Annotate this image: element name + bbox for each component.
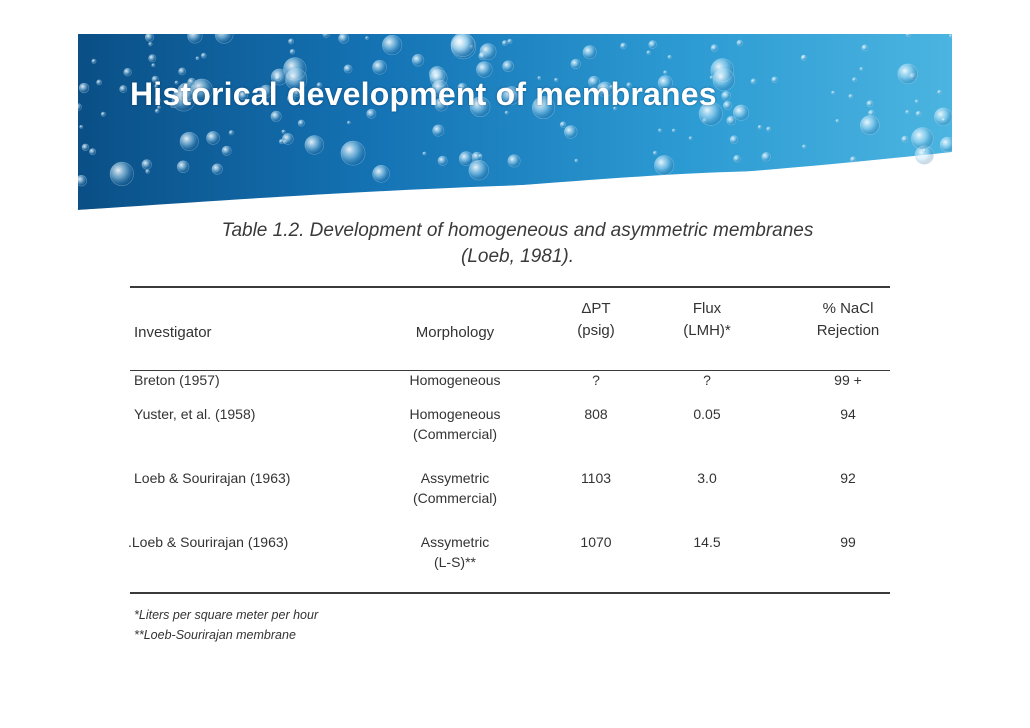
water-bubble	[177, 161, 189, 173]
table-row-2-morphology	[390, 404, 520, 444]
table-row-1-morphology-main: Homogeneous	[409, 372, 501, 388]
water-bubble	[658, 129, 661, 132]
water-bubbles-background	[78, 34, 952, 210]
water-bubble	[653, 151, 657, 155]
water-bubble	[571, 59, 581, 69]
table-row-2-flux: 0.05	[693, 406, 721, 422]
water-bubble	[934, 108, 952, 126]
water-bubble	[80, 125, 83, 128]
table-row-3-investigator: Loeb & Sourirajan (1963)	[134, 470, 291, 486]
header-pressure	[556, 298, 636, 342]
water-bubble	[89, 149, 95, 155]
water-bubble	[916, 111, 921, 116]
water-bubble	[922, 149, 926, 153]
water-bubble	[282, 130, 285, 133]
table-row-2-morphology-main: Homogeneous	[409, 406, 501, 422]
table-row-1-flux: ?	[703, 372, 711, 388]
table-row-3-rejection: 92	[840, 470, 856, 486]
water-bubble	[152, 64, 155, 67]
water-bubble	[92, 59, 96, 63]
water-bubble	[149, 42, 153, 46]
water-bubble	[508, 155, 520, 167]
table-row-1-rejection: 99 +	[834, 372, 862, 388]
table-row-4-investigator: .Loeb & Sourirajan (1963)	[128, 534, 289, 550]
water-bubble	[412, 54, 424, 66]
header-rejection	[798, 298, 898, 342]
water-bubble	[180, 132, 198, 150]
water-bubble	[149, 55, 156, 62]
water-bubble	[347, 121, 350, 124]
water-bubble	[906, 34, 911, 37]
table-caption	[150, 218, 885, 270]
table-row-3-morphology-main: Assymetric	[420, 470, 490, 486]
header-flux-line1: Flux	[692, 300, 722, 317]
header-flux-line2: (LMH)*	[683, 322, 731, 339]
water-bubble	[229, 130, 234, 135]
table-row-2-pressure: 808	[584, 406, 608, 422]
water-bubble	[849, 94, 853, 98]
water-bubble	[672, 129, 675, 132]
water-bubble	[288, 39, 293, 44]
water-bubble	[575, 159, 578, 162]
water-bubble	[201, 53, 206, 58]
water-bubble	[734, 155, 741, 162]
table-row-2-morphology-sub: (Commercial)	[413, 426, 497, 442]
table-row-4-flux: 14.5	[693, 534, 721, 550]
water-bubble	[649, 41, 657, 49]
table-row-3-morphology	[390, 468, 520, 508]
water-bubble	[730, 136, 738, 144]
water-bubble	[862, 45, 868, 51]
water-bubble	[664, 71, 667, 74]
water-bubble	[647, 51, 651, 55]
water-bubble	[142, 160, 152, 170]
water-bubble	[344, 65, 352, 73]
table-row-4-rejection: 99	[840, 534, 856, 550]
water-bubble	[801, 55, 806, 60]
header-investigator	[134, 322, 212, 344]
water-bubble	[560, 122, 566, 128]
water-bubble	[751, 79, 756, 84]
water-bubble	[564, 126, 577, 139]
water-bubble	[733, 105, 748, 120]
water-bubble	[196, 57, 199, 60]
water-bubble	[898, 64, 918, 84]
water-bubble	[689, 137, 692, 140]
table-row-3-pressure: 1103	[580, 470, 612, 486]
water-bubble	[938, 90, 942, 94]
water-bubble	[850, 157, 856, 163]
water-bubble	[212, 164, 223, 175]
water-bubble	[145, 34, 154, 41]
water-bubble	[382, 35, 402, 55]
water-bubble	[836, 119, 839, 122]
table-row-2-rejection: 94	[840, 406, 856, 422]
water-bubble	[654, 156, 673, 175]
water-bubble	[373, 60, 387, 74]
water-bubble	[508, 39, 512, 43]
table-row-3-flux: 3.0	[697, 470, 717, 486]
header-pressure-line1: ΔPT	[581, 300, 611, 317]
water-bubble	[365, 36, 368, 39]
water-bubble	[852, 78, 856, 82]
water-bubble	[97, 80, 102, 85]
header-rejection-line2: Rejection	[816, 322, 880, 339]
water-bubble	[911, 128, 933, 150]
water-bubble	[207, 131, 220, 144]
water-bubble	[868, 110, 874, 116]
table-row-4-morphology	[390, 532, 520, 572]
footnote-flux-units: *Liters per square meter per hour	[134, 608, 319, 622]
water-bubble	[737, 40, 743, 46]
water-bubble	[146, 170, 150, 174]
water-bubble	[867, 101, 873, 107]
table-row-4-morphology-sub: (L-S)**	[433, 554, 476, 570]
water-bubble	[711, 45, 718, 52]
water-bubble	[373, 165, 390, 182]
water-bubble	[459, 152, 473, 166]
water-bubble	[479, 154, 482, 157]
water-bubble	[802, 145, 805, 148]
header-rejection-line1: % NaCl	[822, 300, 874, 317]
slide-title: Historical development of membranes	[130, 76, 717, 112]
water-bubble	[758, 125, 762, 129]
water-bubble	[179, 68, 186, 75]
header-morphology	[390, 322, 520, 344]
water-bubble	[82, 144, 89, 151]
water-bubble	[723, 101, 731, 109]
header-investigator-label: Investigator	[134, 324, 212, 341]
water-bubble	[341, 141, 365, 165]
water-bubble	[949, 34, 952, 37]
water-bubble	[767, 127, 771, 131]
water-bubble	[110, 162, 134, 186]
water-bubble	[433, 125, 444, 136]
water-bubble	[298, 120, 304, 126]
water-bubble	[101, 112, 105, 116]
water-bubble	[78, 175, 87, 186]
water-bubble	[583, 46, 596, 59]
water-bubble	[620, 43, 626, 49]
water-bubble	[503, 61, 514, 72]
table-top-rule	[130, 286, 890, 288]
table-row-3-morphology-sub: (Commercial)	[413, 490, 497, 506]
header-flux	[662, 298, 752, 342]
water-bubble	[290, 49, 295, 54]
water-bubble	[222, 146, 231, 155]
water-bubble	[124, 68, 132, 76]
water-bubble	[915, 100, 918, 103]
table-row-4-morphology-main: Assymetric	[420, 534, 490, 550]
water-bubble	[860, 116, 879, 135]
water-bubble	[305, 136, 324, 155]
water-bubble	[282, 133, 293, 144]
footnote-membrane: **Loeb-Sourirajan membrane	[134, 628, 296, 642]
water-bubble	[469, 160, 489, 180]
table-caption-line2: (Loeb, 1981).	[460, 246, 575, 267]
water-bubble	[940, 137, 952, 152]
water-bubble	[832, 91, 835, 94]
water-bubble	[762, 152, 771, 161]
water-bubble	[722, 91, 731, 100]
water-bubble	[860, 67, 863, 70]
header-pressure-line2: (psig)	[577, 322, 615, 339]
header-morphology-label: Morphology	[415, 324, 495, 341]
water-bubble	[668, 55, 672, 59]
table-bottom-rule	[130, 592, 890, 594]
table-row-1-morphology	[390, 370, 520, 390]
water-bubble	[120, 85, 127, 92]
water-bubble	[438, 156, 447, 165]
water-bubble	[479, 52, 486, 59]
table-caption-line1: Table 1.2. Development of homogeneous and asymmetric membranes	[221, 220, 814, 241]
table-row-4-pressure: 1070	[580, 534, 612, 550]
table-row-2-investigator: Yuster, et al. (1958)	[134, 406, 256, 422]
water-bubble	[423, 152, 426, 155]
water-bubble	[79, 83, 89, 93]
water-bubble	[942, 118, 945, 121]
water-bubble	[502, 40, 507, 45]
water-bubble	[906, 110, 909, 113]
water-bubble	[339, 34, 349, 43]
title-banner	[78, 34, 952, 210]
table-row-1-investigator: Breton (1957)	[134, 372, 220, 388]
water-bubble	[902, 136, 908, 142]
water-bubble	[727, 116, 736, 125]
table-row-1-pressure: ?	[592, 372, 600, 388]
water-bubble	[476, 62, 492, 78]
water-bubble	[772, 77, 778, 83]
water-bubble	[451, 34, 475, 57]
